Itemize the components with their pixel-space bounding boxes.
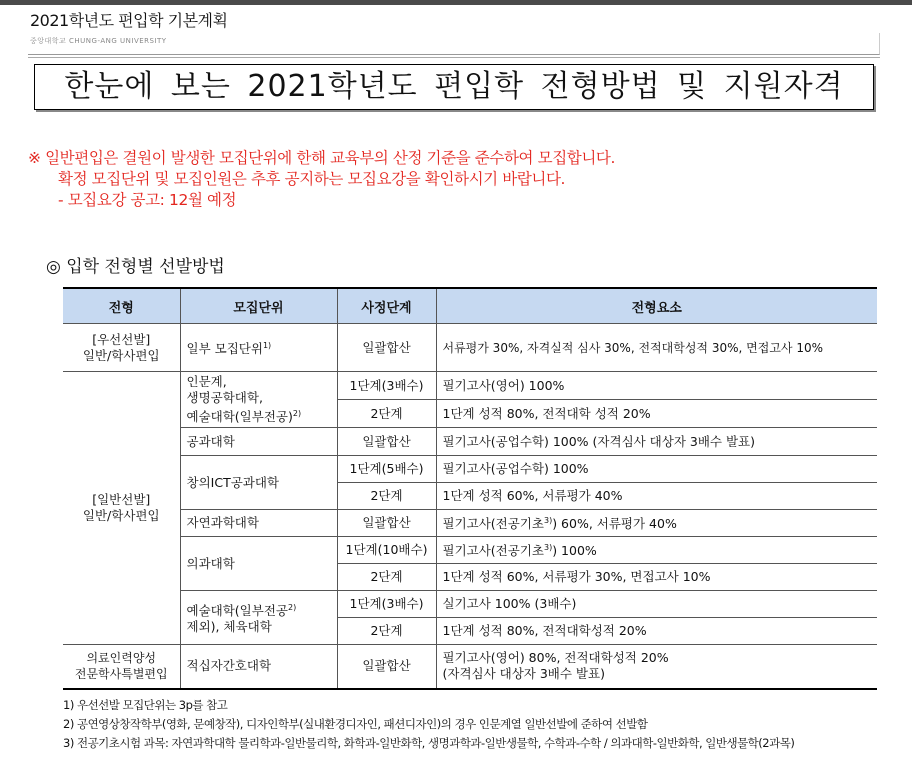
table-row [63, 591, 877, 618]
notice-line-2: 확정 모집단위 및 모집인원은 추후 공지하는 모집요강을 확인하시기 바랍니다. [58, 170, 566, 188]
unit-cell: 의과대학 [180, 537, 337, 591]
table-row [63, 372, 877, 400]
element-cell: 1단계 성적 60%, 서류평가 40% [436, 483, 877, 510]
unit-cell: 공과대학 [180, 428, 337, 456]
table-row [63, 456, 877, 483]
unit-cell: 예술대학(일부전공$^{2)}$ 제외), 체육대학 [180, 591, 337, 645]
header-element: 전형요소 [436, 288, 877, 324]
stage-cell: 2단계 [337, 618, 436, 645]
element-cell: 1단계 성적 60%, 서류평가 30%, 면접고사 10% [436, 564, 877, 591]
unit-cell: 창의ICT공과대학 [180, 456, 337, 510]
stage-cell: 일괄합산 [337, 645, 436, 689]
type-cell: 의료인력양성 전문학사특별편입 [63, 645, 180, 689]
notice-line-3: - 모집요강 공고: 12월 예정 [58, 191, 237, 209]
unit-cell: 적십자간호대학 [180, 645, 337, 689]
stage-cell: 일괄합산 [337, 510, 436, 537]
unit-cell: 일부 모집단위$^{1)}$ [180, 324, 337, 372]
stage-cell: 1단계(3배수) [337, 372, 436, 400]
footnote-1: 1) 우선선발 모집단위는 3p를 참고 [63, 698, 228, 712]
table-row [63, 537, 877, 564]
stage-cell: 1단계(5배수) [337, 456, 436, 483]
stage-cell: 1단계(10배수) [337, 537, 436, 564]
selection-method-table [63, 287, 877, 690]
page-title: 한눈에 보는 2021학년도 편입학 전형방법 및 지원자격 [34, 64, 874, 110]
element-cell: 필기고사(전공기초$^{3)}$) 100% [436, 537, 877, 564]
table-row [63, 645, 877, 689]
header-stage: 사정단계 [337, 288, 436, 324]
element-cell: 1단계 성적 80%, 전적대학 성적 20% [436, 400, 877, 428]
table-row [63, 324, 877, 372]
footnote-3: 3) 전공기초시험 과목: 자연과학대학 물리학과-일반물리학, 화학과-일반화학, 생명과학과-일반생물학, 수학과-수학 / 의과대학-일반화학, 일반생물학(2과목) [63, 736, 795, 750]
element-cell: 필기고사(전공기초$^{3)}$) 60%, 서류평가 40% [436, 510, 877, 537]
table-row [63, 428, 877, 456]
type-cell: [일반선발] 일반/학사편입 [63, 372, 180, 645]
header-divider [28, 57, 880, 58]
stage-cell: 일괄합산 [337, 324, 436, 372]
unit-cell: 인문계, 생명공학대학, 예술대학(일부전공)$^{2)}$ [180, 372, 337, 428]
element-cell: 필기고사(영어) 100% [436, 372, 877, 400]
element-cell: 서류평가 30%, 자격실적 심사 30%, 전적대학성적 30%, 면접고사 10% [436, 324, 877, 372]
window-top-bar [0, 0, 912, 5]
footnote-2: 2) 공연영상창작학부(영화, 문예창작), 디자인학부(실내환경디자인, 패션디자인)의 경우 인문계열 일반선발에 준하여 선발함 [63, 717, 648, 731]
header-type: 전형 [63, 288, 180, 324]
unit-cell: 자연과학대학 [180, 510, 337, 537]
element-cell: 필기고사(공업수학) 100% (자격심사 대상자 3배수 발표) [436, 428, 877, 456]
university-logo: 중앙대학교 CHUNG-ANG UNIVERSITY [30, 37, 167, 45]
document-title: 2021학년도 편입학 기본계획 [30, 11, 228, 30]
table-row [63, 510, 877, 537]
element-cell: 필기고사(공업수학) 100% [436, 456, 877, 483]
stage-cell: 2단계 [337, 400, 436, 428]
stage-cell: 일괄합산 [337, 428, 436, 456]
section-title: ◎ 입학 전형별 선발방법 [46, 257, 225, 277]
notice-line-1: ※ 일반편입은 결원이 발생한 모집단위에 한해 교육부의 산정 기준을 준수하여 모집합니다. [28, 149, 616, 167]
stage-cell: 1단계(3배수) [337, 591, 436, 618]
element-cell: 필기고사(영어) 80%, 전적대학성적 20% (자격심사 대상자 3배수 발표) [436, 645, 877, 689]
element-cell: 1단계 성적 80%, 전적대학성적 20% [436, 618, 877, 645]
type-cell: [우선선발] 일반/학사편입 [63, 324, 180, 372]
element-cell: 실기고사 100% (3배수) [436, 591, 877, 618]
header-unit: 모집단위 [180, 288, 337, 324]
stage-cell: 2단계 [337, 564, 436, 591]
stage-cell: 2단계 [337, 483, 436, 510]
